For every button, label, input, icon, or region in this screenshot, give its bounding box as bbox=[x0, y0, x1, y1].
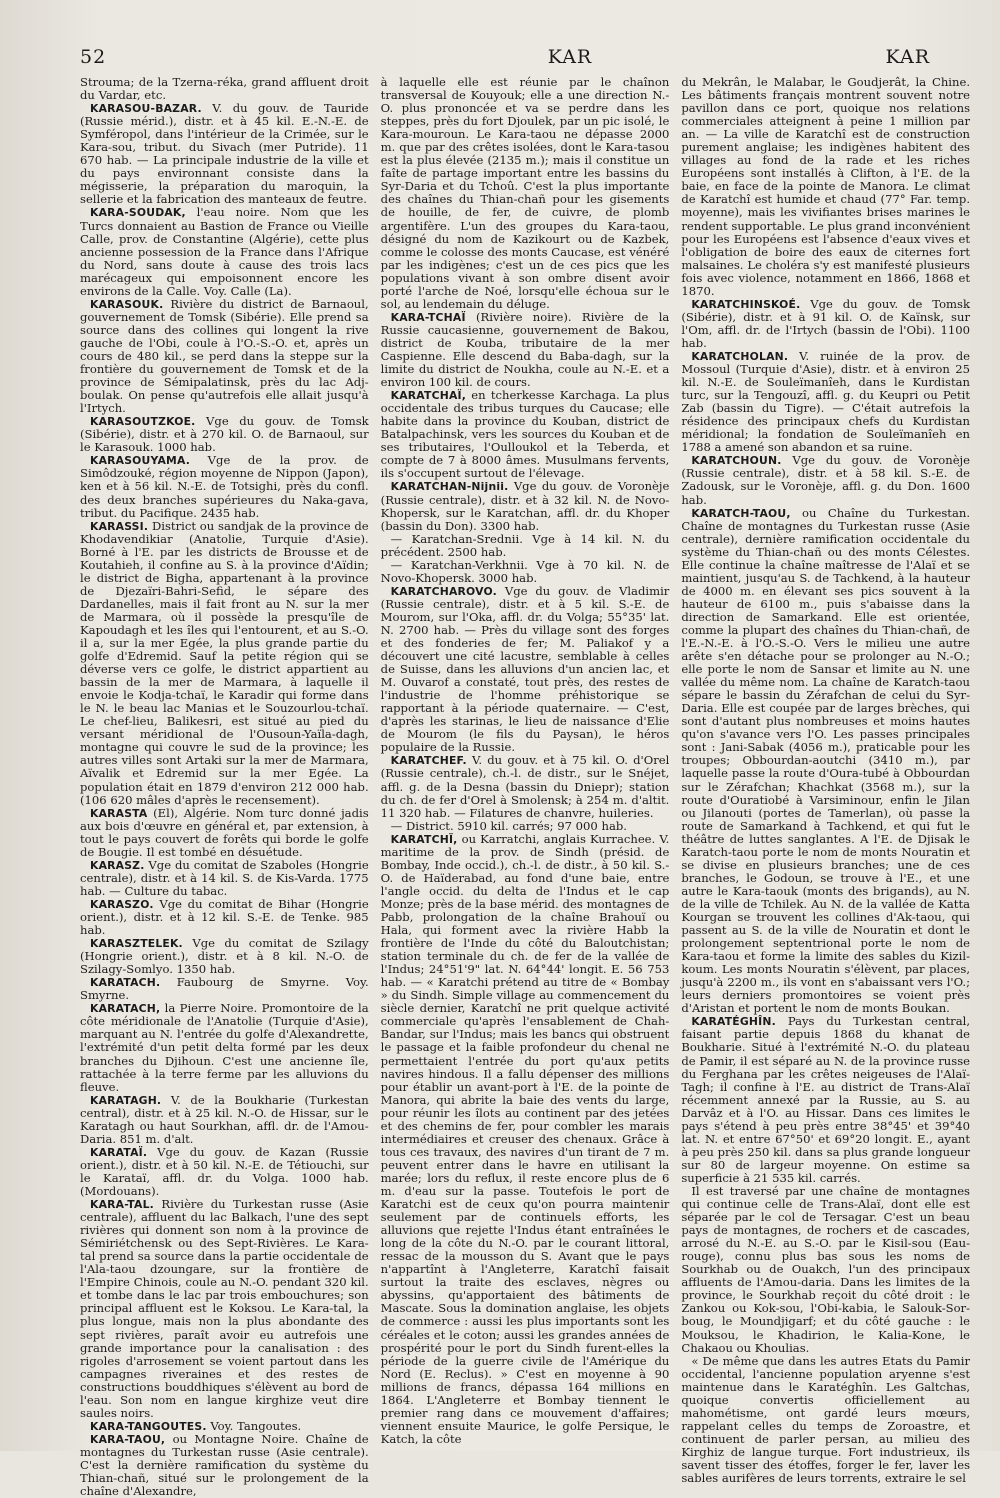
entry-text: V. du gouv. et à 75 kil. O. d'Orel (Russie centrale), ch.-l. de distr., sur le Snéjet, affl. g. de la Desna (bassin du Dniepr); station du ch. de fer d'Orel à Smolensk; à 254 m. d'altit. 11 320 hab. — Filatures de chanvre, huileries. bbox=[380, 753, 670, 820]
entry-text: ou Montagne Noire. Chaîne de montagnes du Turkestan russe (Asie centrale). C'est la dernière ramification du système du Thian-chañ, situé sur le prolongement de la chaîne d'Alexandre, bbox=[80, 1431, 369, 1498]
entry-headword: KARA-TCHAÏ bbox=[390, 310, 466, 324]
running-head-left: KAR bbox=[547, 46, 593, 68]
dictionary-entry bbox=[80, 1002, 369, 1093]
entry-headword: KARA-TAOU, bbox=[90, 1432, 166, 1446]
column-2 bbox=[380, 75, 670, 1446]
dictionary-entry bbox=[381, 311, 670, 389]
dictionary-entry bbox=[681, 298, 970, 350]
entry-headword: KARA-TANGOUTES. bbox=[90, 1419, 207, 1433]
dictionary-entry bbox=[381, 754, 670, 819]
dictionary-entry bbox=[80, 859, 369, 898]
entry-text: Rivière du district de Barnaoul, gouvernement de Tomsk (Sibérie). Elle prend sa source dans des collines qui longent la rive gauche de l'Obi, coule à l'O.-S.-O. et, après un cours de 480 kil., se perd dans la steppe sur la frontière du gouvernement de Tomsk et de la province de Sémipalatinsk, près du lac Adj-boulak. On pense qu'autrefois elle allait jusqu'à l'Irtych. bbox=[80, 296, 369, 416]
entry-text: en tcherkesse Karchaga. La plus occidentale des tribus turques du Caucase; elle habite dans la province du Kouban, district de Batalpachinsk, vers les sources du Kouban et de ses tributaires, l'Oulloukol et la Teberda, et compte de 7 à 8000 âmes. Musulmans fervents, ils s'occupent surtout de l'élevage. bbox=[380, 388, 670, 481]
entry-text: Voy. Tangoutes. bbox=[210, 1418, 302, 1433]
page-number: 52 bbox=[80, 46, 107, 68]
entry-text: Vge du comitat de Szaboles (Hongrie centrale), distr. et à 14 kil. S. de Kis-Varda. 1775 hab. — Culture du tabac. bbox=[80, 857, 369, 898]
entry-headword: KARATCHAÏ, bbox=[390, 389, 467, 403]
entry-headword: KARATCHAN-Nijnii. bbox=[390, 480, 509, 494]
entry-text: V. de la Boukharie (Turkestan central), distr. et à 25 kil. N.-O. de Hissar, sur le Karatagh ou haut Sourkhan, affl. dr. de l'Amou-Daria. 851 m. d'alt. bbox=[80, 1092, 369, 1146]
entry-text: Rivière du Turkestan russe (Asie centrale), affluent du lac Balkach, l'une des sept rivières qui donnent son nom à la province de Sémiriétchensk ou des Sept-Rivières. Le Kara-tal prend sa source dans la partie occidentale de l'Ala-taou dzoungare, sur la frontière de l'Empire Chinois, coule au N.-O. pendant 320 kil. et tombe dans le lac par trois embouchures; son principal affluent est le Koksou. Le Kara-tal, la plus longue, mais non la plus abondante des sept rivières, paraît avoir eu autrefois une grande importance pour la canalisation : des rigoles d'arrosement se voient partout dans les campagnes riveraines et des restes de constructions bouddhiques s'élèvent au bord de l'eau. Son nom en langue kirghize veut dire saules noirs. bbox=[80, 1197, 369, 1420]
entry-headword: KARATCHINSKOÉ. bbox=[691, 297, 801, 311]
entry-text: (Rivière noire). Rivière de la Russie caucasienne, gouvernement de Bakou, district de Kouba, tributaire de la mer Caspienne. Elle descend du Baba-dagh, sur la limite du district de Noukha, coule au N.-E. et a environ 100 kil. de cours. bbox=[380, 309, 670, 390]
entry-headword: KARASTA bbox=[90, 806, 148, 820]
entry-headword: KARATACH. bbox=[90, 976, 161, 990]
entry-headword: KARA-TAL. bbox=[90, 1198, 154, 1212]
entry-headword: KARASOUK. bbox=[90, 297, 164, 311]
entry-headword: KARATCH-TAOU, bbox=[691, 506, 791, 520]
entry-text: Vge du gouv. de Tomsk (Sibérie), distr. et à 270 kil. O. de Barnaoul, sur le Karasouk. 1000 hab. bbox=[80, 414, 369, 455]
entry-text: Strouma; de la Tzerna-réka, grand affluent droit du Vardar, etc. bbox=[80, 75, 369, 103]
entry-headword: KARATCHAROVO. bbox=[390, 584, 497, 598]
entry-headword: KARATAÏ. bbox=[90, 1145, 148, 1159]
entry-text: la Pierre Noire. Promontoire de la côte méridionale de l'Anatolie (Turquie d'Asie), marquant au N. l'entrée du golfe d'Alexandrette, l'extrémité d'un petit delta formé par les deux branches du Djihoun. C'est une ancienne île, rattachée à la terre ferme par les alluvions du fleuve. bbox=[80, 1001, 369, 1094]
entry-text: Vge du comitat de Szilagy (Hongrie orient.), distr. et à 8 kil. N.-O. de Szilagy-Somlyo. 1350 hab. bbox=[80, 936, 369, 977]
dictionary-entry bbox=[80, 976, 369, 1002]
page-header bbox=[80, 46, 970, 72]
column-1 bbox=[80, 75, 369, 1498]
dictionary-entry bbox=[381, 833, 670, 1446]
entry-text: Vge du gouv. de Voronèje (Russie centrale), distr. et à 32 kil. N. de Novo-Khopersk, sur le Karatchan, affl. dr. du Khoper (bassin du Don). 3300 hab. bbox=[380, 479, 670, 533]
dictionary-entry bbox=[381, 389, 670, 480]
dictionary-entry bbox=[80, 937, 369, 976]
dictionary-entry bbox=[80, 520, 369, 807]
dictionary-entry bbox=[80, 1198, 369, 1420]
entry-text: V. ruinée de la prov. de Mossoul (Turquie d'Asie), distr. et à environ 25 kil. N.-E. de Souleïmanîeh, dans le Kurdistan turc, sur la Tengouzî, affl. g. du Keupri ou Petit Zab (bassin du Tigre). — C'était autrefois la résidence des principaux chefs du Kurdistan méridional; la fondation de Souleïmanîeh en 1788 a amené son abandon et sa ruine. bbox=[681, 348, 971, 455]
entry-headword: KARASOUTZKOE. bbox=[90, 415, 196, 429]
entry-headword: KARASZ. bbox=[90, 858, 145, 872]
entry-text: « De même que dans les autres Etats du Pamir occidental, l'ancienne population aryenne s'est maintenue dans le Karatéghîn. Les Galtchas, quoique convertis officiellement au mahométisme, ont gardé leurs mœurs, rappelant celles du temps de Zoroastre, et continuent de parler persan, au milieu des Kirghiz de langue turque. Fort industrieux, ils savent tisser des étoffes, forger le fer, laver les sables aurifères de leurs torrents, extraire le sel bbox=[681, 1353, 971, 1486]
entry-headword: KARATAGH. bbox=[90, 1093, 162, 1107]
dictionary-entry bbox=[681, 507, 970, 1016]
entry-text: (El), Algérie. Nom turc donné jadis aux bois d'œuvre en général et, par extension, à tout le pays couvert de forêts qui borde le golfe de Bougie. Il est tombé en désuétude. bbox=[80, 805, 369, 859]
entry-headword: KARASZTELEK. bbox=[90, 937, 183, 951]
entry-headword: KARASOU-BAZAR. bbox=[90, 102, 202, 116]
entry-headword: KARATCHÏ, bbox=[390, 832, 458, 846]
entry-text: Faubourg de Smyrne. Voy. Smyrne. bbox=[80, 975, 369, 1003]
entry-text: Il est traversé par une chaîne de montagnes qui continue celle de Trans-Alaï, dont elle est séparée par le col de Tersagar. C'est un beau pays de montagnes, de rochers et de cascades, arrosé du N.-E. au S.-O. par le Kisil-sou (Eau-rouge), connu plus bas sous les noms de Sourkhab ou de Ouakch, l'un des principaux affluents de l'Amou-daria. Dans les limites de la province, le Sourkhab reçoit du côté droit : le Zankou ou Kok-sou, l'Obi-kabia, le Salouk-Sor-boug, le Moundjigarf; et du côté gauche : le Mouksou, le Khadirion, le Kalia-Kone, le Chakaou ou Khoulias. bbox=[681, 1183, 971, 1355]
entry-text: ou Chaîne du Turkestan. Chaîne de montagnes du Turkestan russe (Asie centrale), dernière ramification occidentale du système du Thian-chañ ou des monts Célestes. Elle continue la chaîne maîtresse de l'Alaï et se maintient, jusqu'au S. de Tachkend, à la hauteur de 4000 m. en élevant ses pics souvent à la hauteur de 6100 m., puis s'abaisse dans la direction de Samarkand. Elle est orientée, comme la plupart des chaînes du Thian-chañ, de l'E.-N.-E. à l'O.-S.-O. Vers le milieu une autre arête s'en détache pour se prolonger au N.-O.; elle porte le nom de Sansar et limite au N. une vallée du même nom. La chaîne de Karatch-taou sépare le bassin du Zérafchan de celui du Syr-Daria. Elle est coupée par de larges brèches, qui sont d'autant plus nombreuses et moins hautes qu'on s'avance vers l'O. Les passes principales sont : Jani-Sabak (4056 m.), praticable pour les troupes; Obbourdan-aoutchi (3410 m.), par laquelle passe la route d'Oura-tubé à Obbourdan sur le Zérafchan; Khachkat (3568 m.), sur la route d'Ouratiobé à Varsiminour, enfin le Jilan ou Jilanouti (portes de Tamerlan), où passe la route de Samarkand à Tachkend, et qui fut le théâtre de luttes sanglantes. A l'E. de Djisak le Karatch-taou porte le nom de monts Nouratin et se divise en plusieurs branches; une de ces branches, le Godoun, se trouve à l'E., et une autre le Kara-taouk (monts des brigands), au N. de la ville de Tchilek. Au N. de la vallée de Katta Kourgan se trouvent les collines d'Ak-taou, qui passent au S. de la ville de Nouratin et dont le prolongement septentrional porte le nom de Kara-taou et forme la limite des sables du Kizil-koum. Les monts Nouratin s'élèvent, par places, jusqu'à 2200 m., ils vont en s'abaissant vers l'O.; leurs derniers promontoires se voient près d'Aristan et portent le nom de monts Boukan. bbox=[681, 505, 971, 1016]
entry-text: du Mekrân, le Malabar, le Goudjerât, la Chine. Les bâtiments français montrent souvent notre pavillon dans ce port, quoique nos relations commerciales atteignent à peine 1 million par an. — La ville de Karatchî est de construction purement anglaise; les indigènes habitent des villages au fond de la rade et les riches Européens sont installés à Clifton, à l'E. de la baie, en face de la pointe de Manora. Le climat de Karatchî est humide et chaud (77° Far. temp. moyenne), mais les vivifiantes brises marines le rendent supportable. Le plus grand inconvénient pour les Européens est l'absence d'eaux vives et l'obligation de boire des eaux de citernes fort malsaines. Le choléra s'y est manifesté plusieurs fois avec violence, notamment en 1866, 1868 et 1870. bbox=[681, 75, 971, 298]
entry-text: Vge de la prov. de Simôdzouké, région moyenne de Nippon (Japon), ken et à 56 kil. N.-E. de Totsighi, près du confl. des deux branches supérieures du Naka-gava, tribut. du Pacifique. 2435 hab. bbox=[80, 453, 369, 520]
dictionary-entry bbox=[80, 102, 369, 206]
entry-text: Vge du comitat de Bihar (Hongrie orient.), distr. et à 12 kil. S.-E. de Tenke. 985 hab. bbox=[80, 896, 369, 938]
entry-text: Vge du gouv. de Vladimir (Russie centrale), distr. et à 5 kil. S.-E. de Mourom, sur l'Oka, affl. dr. du Volga; 55°35' lat. N. 2700 hab. — Près du village sont des forges et des fonderies de fer; M. Paliakof y a découvert une cité lacustre, semblable à celles de Suisse, dans les alluvions d'un ancien lac, et M. Ouvarof a constaté, tout près, des restes de l'industrie de l'homme préhistorique se rapportant à la période quaternaire. — C'est, d'après les starinas, le lieu de naissance d'Elie de Mourom (le fils du Paysan), le héros populaire de la Russie. bbox=[380, 583, 670, 755]
dictionary-entry bbox=[681, 454, 970, 506]
column-3 bbox=[681, 75, 971, 1486]
dictionary-entry bbox=[681, 76, 970, 298]
dictionary-entry bbox=[80, 206, 369, 297]
dictionary-entry bbox=[381, 76, 670, 311]
entry-text: à laquelle elle est réunie par le chaînon transversal de Kouyouk; elle a une direction N.-O. plus prononcée et va se perdre dans les steppes, près du fort Djoulek, par un pic isolé, le Kara-mouroun. Le Kara-taou ne dépasse 2000 m. que par des crêtes isolées, dont le Kara-tasou est la plus élevée (2135 m.); mais il constitue un faîte de partage important entre les bassins du Syr-Daria et du Tchoû. C'est la plus importante des chaînes du Thian-chañ pour les gisements de houille, de fer, de cuivre, de plomb argentifère. L'un des groupes du Kara-taou, désigné du nom de Kazikourt ou de Kazbek, comme le colosse des monts Caucase, est vénéré par les indigènes; c'est un de ces pics que les populations vivant à son ombre disent avoir porté l'arche de Noé, lorsqu'elle échoua sur le sol, au lendemain du déluge. bbox=[380, 75, 670, 311]
dictionary-entry bbox=[681, 350, 970, 454]
running-head-right: KAR bbox=[885, 46, 930, 68]
dictionary-entry bbox=[681, 1355, 970, 1485]
entry-headword: KARATACH, bbox=[90, 1002, 161, 1016]
entry-text: l'eau noire. Nom que les Turcs donnaient au Bastion de France ou Vieille Calle, prov. de Constantine (Algérie), cette plus ancienne possession de la France dans l'Afrique du Nord, sans doute à cause des trois lacs marécageux qui empoisonnent encore les environs de la Calle. Voy. Calle (La). bbox=[80, 205, 369, 298]
entry-text: District ou sandjak de la province de Khodavendikiar (Anatolie, Turquie d'Asie). Borné à l'E. par les districts de Brousse et de Koutahieh, il confine au S. à la province d'Aïdin; le district de Bigha, appartenant à la province de Djezaïri-Bahri-Sefid, le sépare des Dardanelles, mais il fait front au N. sur la mer de Marmara, où il possède la presqu'île de Kapoudagh et les îles qui l'entourent, et au S.-O. il a, sur la mer Egée, la plus grande partie du golfe d'Edremid. Sauf la petite région qui se déverse vers ce golfe, le district appartient au bassin de la mer de Marmara, à laquelle il envoie le Kodja-tchaï, le Karadir qui forme dans le N. le beau lac Manias et le Souzourlou-tchaï. Le chef-lieu, Balikesri, est situé au pied du versant méridional de l'Ousoun-Yaïla-dagh, montagne qui couvre le sud de la province; les autres villes sont Artaki sur la mer de Marmara, Aïvalik et Edremid sur la mer Egée. La population était en 1879 d'environ 212 000 hab. (106 620 mâles d'après le recensement). bbox=[80, 518, 369, 807]
entry-text: — Karatchan-Verkhnii. Vge à 70 kil. N. de Novo-Khopersk. 3000 hab. bbox=[380, 557, 670, 585]
dictionary-entry bbox=[80, 298, 369, 415]
dictionary-entry bbox=[80, 1146, 369, 1198]
dictionary-entry bbox=[80, 1094, 369, 1146]
text-columns bbox=[80, 75, 971, 1498]
dictionary-entry bbox=[381, 533, 670, 559]
entry-headword: KARATCHEF. bbox=[390, 754, 467, 768]
dictionary-entry bbox=[80, 807, 369, 859]
dictionary-entry bbox=[681, 1015, 970, 1185]
entry-headword: KARA-SOUDAK, bbox=[90, 206, 186, 220]
entry-text: Vge du gouv. de Voronèje (Russie centrale), distr. et à 58 kil. S.-E. de Zadousk, sur le Voronèje, affl. g. du Don. 1600 hab. bbox=[681, 453, 971, 507]
entry-text: V. du gouv. de Tauride (Russie mérid.), distr. et à 45 kil. E.-N.-E. de Symféropol, dans l'intérieur de la Crimée, sur le Kara-sou, tribut. du Sivach (mer Putride). 11 670 hab. — La principale industrie de la ville et du pays environnant consiste dans la mégisserie, la préparation du maroquin, la sellerie et la fabrication des manteaux de feutre. bbox=[80, 101, 369, 207]
entry-headword: KARATCHOLAN. bbox=[691, 349, 789, 363]
entry-text: Vge du gouv. de Tomsk (Sibérie), distr. et à 91 kil. O. de Kaïnsk, sur l'Om, affl. dr. de l'Irtych (bassin de l'Obi). 1100 hab. bbox=[681, 296, 971, 350]
entry-text: Pays du Turkestan central, faisant partie depuis 1868 du khanat de Boukharie. Situé à l'extrémité N.-O. du plateau de Pamir, il est séparé au N. de la province russe du Ferghana par les crêtes neigeuses de l'Alaï-Tagh; il confine à l'E. au district de Trans-Alaï récemment annexé par la Russie, au S. au Darvâz et à l'O. au Hissar. Dans ces limites le pays s'étend à peu près entre 38°45' et 39°40 lat. N. et entre 67°50' et 69°20 longit. E., ayant à peu près 250 kil. dans sa plus grande longueur sur 80 de largeur moyenne. On estime sa superficie à 21 535 kil. carrés. bbox=[681, 1014, 971, 1185]
entry-headword: KARASSI. bbox=[90, 519, 149, 533]
dictionary-entry bbox=[80, 1433, 369, 1498]
dictionary-entry bbox=[381, 585, 670, 755]
dictionary-entry bbox=[80, 898, 369, 937]
entry-headword: KARASZO. bbox=[90, 897, 154, 911]
dictionary-entry bbox=[681, 1185, 970, 1355]
dictionary-entry bbox=[80, 76, 369, 102]
dictionary-entry bbox=[381, 559, 670, 585]
dictionary-entry bbox=[80, 454, 369, 519]
entry-text: Vge du gouv. de Kazan (Russie orient.), distr. et à 50 kil. N.-E. de Tétiouchi, sur le Karataï, affl. dr. du Volga. 1000 hab. (Mordouans). bbox=[80, 1144, 369, 1198]
dictionary-entry bbox=[80, 415, 369, 454]
entry-text: — District. 5910 kil. carrés; 97 000 hab. bbox=[390, 818, 627, 833]
dictionary-entry bbox=[381, 480, 670, 532]
entry-headword: KARATÉGHÎN. bbox=[691, 1015, 776, 1029]
entry-headword: KARATCHOUN. bbox=[691, 454, 782, 468]
entry-text: — Karatchan-Srednii. Vge à 14 kil. N. du précédent. 2500 hab. bbox=[380, 531, 670, 559]
entry-text: ou Karratchi, anglais Kurrachee. V. maritime de la prov. de Sindh (présid. de Bombay, Inde occid.), ch.-l. de distr., à 50 kil. S.-O. de Haïderabad, au fond d'une baie, entre l'angle occid. du delta de l'Indus et le cap Monze; près de la base mérid. des montagnes de Pabb, prolongation de la chaîne Brahouï ou Hala, qui forment avec la rivière Habb la frontière de l'Inde du côté du Baloutchistan; station terminale du ch. de fer de la vallée de l'Indus; 24°51'9" lat. N. 64°44' longit. E. 56 753 hab. — « Karatchi prétend au titre de « Bombay » du Sindh. Simple village au commencement du siècle dernier, Karatchî ne prit quelque activité commerciale qu'après l'ensablement de Chah-Bandar, sur l'Indus; mais les bancs qui obstruent le passage et la faible profondeur du chenal ne permettaient l'entrée du port qu'aux petits navires hindous. Il a fallu dépenser des millions pour établir un avant-port à l'E. de la pointe de Manora, qui abrite la baie des vents du large, pour réunir les îlots au continent par des jetées et des chemins de fer, pour combler les marais intermédiaires et creuser des chenaux. Grâce à tous ces travaux, des navires d'un tirant de 7 m. peuvent entrer dans le havre en utilisant la marée; lors du reflux, il reste encore plus de 6 m. d'eau sur la passe. Toutefois le port de Karatchi est de ceux qu'on pourra maintenir seulement par de continuels efforts, les alluvions que rejette l'Indus étant entraînées le long de la côte du N.-O. par le courant littoral, ressac de la mousson du S. Avant que le pays n'appartînt à l'Angleterre, Karatchî faisait surtout la traite des esclaves, nègres ou abyssins, qu'apportaient des bâtiments de Mascate. Sous la domination anglaise, les objets de commerce : aussi les plus importants sont les céréales et le coton; aussi les grandes années de prospérité pour le port du Sindh furent-elles la période de la guerre civile de l'Amérique du Nord (E. Reclus). » C'est en moyenne à 90 millions de francs, dépassa 164 millions en 1864. L'Angleterre et Bombay tiennent le premier rang dans ce mouvement d'affaires; viennent ensuite Maurice, le golfe Persique, le Katch, la côte bbox=[380, 831, 670, 1446]
entry-headword: KARASOUYAMA. bbox=[90, 454, 191, 468]
